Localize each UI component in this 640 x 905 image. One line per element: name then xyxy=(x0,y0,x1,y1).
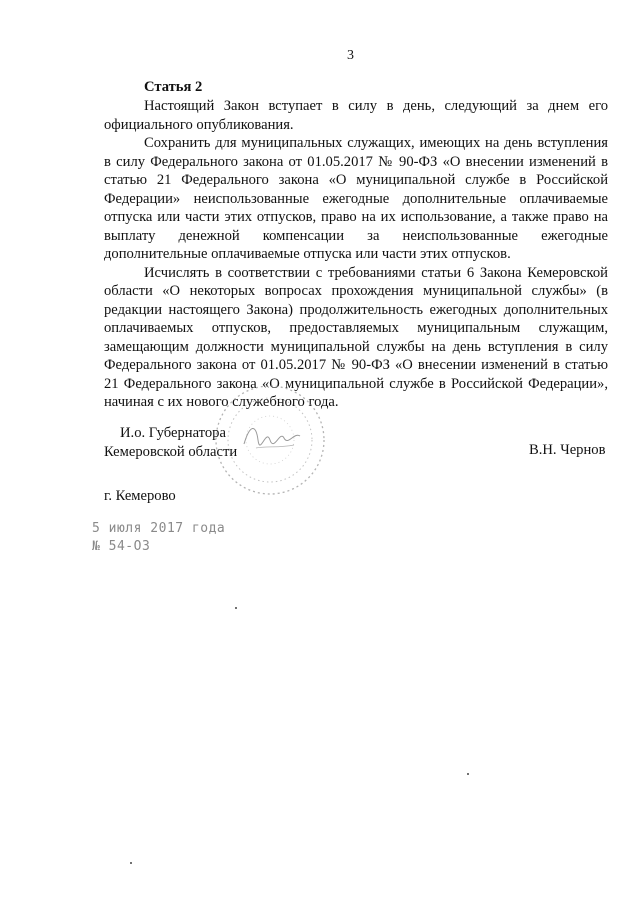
page-number: 3 xyxy=(347,48,354,63)
scan-speck xyxy=(130,862,132,864)
signing-city: г. Кемерово xyxy=(104,488,176,504)
article-2 xyxy=(104,78,608,412)
scan-speck xyxy=(467,773,469,775)
article-paragraph: Настоящий Закон вступает в силу в день, следующий за днем его официального опубликования. xyxy=(104,98,608,133)
law-date: 5 июля 2017 года xyxy=(92,521,226,536)
scan-speck xyxy=(235,607,237,609)
signatory-position-line: Кемеровской области xyxy=(104,443,238,460)
signatory-position-line: И.о. Губернатора xyxy=(120,425,226,441)
signatory-position xyxy=(104,424,237,461)
article-paragraph: Сохранить для муниципальных служащих, имеющих на день вступления в силу Федерального закона от 01.05.2017 № 90-ФЗ «О внесении изменений в статью 21 Федерального закона «О муниципальной службе в Российской Федерации» неиспользованные ежегодные дополнительные оплачиваемые отпуска или части этих отпусков, право на их использование, а также право на выплату денежной компенсации за неиспользованные ежегодные дополнительные оплачиваемые отпуска или части этих отпусков. xyxy=(104,135,608,262)
handwritten-signature-icon xyxy=(236,418,306,458)
law-number: № 54-ОЗ xyxy=(92,539,151,554)
article-title: Статья 2 xyxy=(144,79,203,95)
article-paragraph: Исчислять в соответствии с требованиями статьи 6 Закона Кемеровской области «О некоторых вопросах прохождения муниципальной службы» (в редакции настоящего Закона) продолжительность ежегодных дополнительных оплачиваемых отпусков, предоставляемых муниципальным служащим, замещающим должности муниципальной службы на день вступления в силу Федерального закона от 01.05.2017 № 90-ФЗ «О внесении изменений в статью 21 Федерального закона «О муниципальной службе в Российской Федерации», начиная с их нового служебного года. xyxy=(104,264,608,410)
signatory-name: В.Н. Чернов xyxy=(529,442,606,458)
law-date-stamp xyxy=(92,520,225,556)
